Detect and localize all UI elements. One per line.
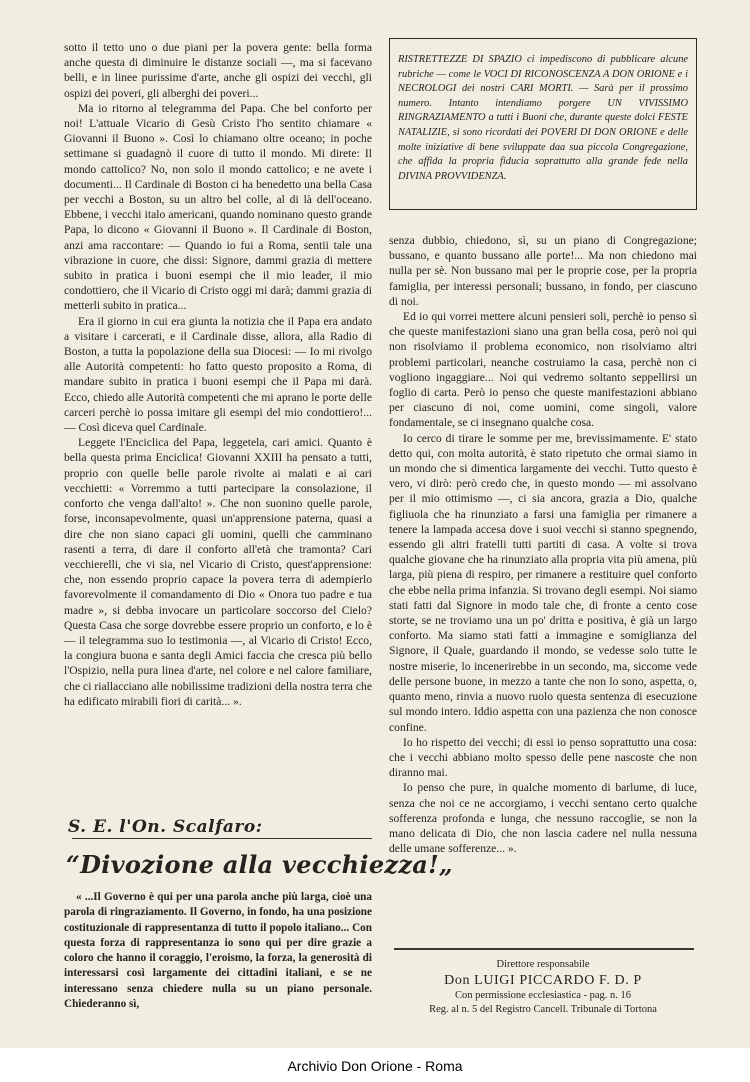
- colophon-registration: Reg. al n. 5 del Registro Cancell. Tribunale di Tortona: [429, 1004, 657, 1015]
- paragraph: « ...Il Governo è qui per una parola anche più larga, cioè una parola di ringraziamento. Il Governo, in fondo, ha una posizione costituzionale di rappresentanza di tutto il popolo italiano... Con questa forza di rappresentanza io sono qui per dire grazie a coloro che hanno il coraggio, l'eroismo, la forza, la generosità di interessarsi così largamente dei cittadini italiani, e se ne interessano senza chiedere nulla su un piano personale. Chiederanno sì,: [64, 891, 372, 1011]
- speech-excerpt: [64, 890, 372, 1012]
- colophon-name: Don LUIGI PICCARDO F. D. P: [444, 973, 642, 988]
- notice-box: [389, 38, 697, 210]
- speaker-signature: S. E. l'On. Scalfaro:: [68, 817, 263, 837]
- paragraph: sotto il tetto uno o due piani per la povera gente: bella forma anche questa di diminuire le distanze sociali —, ma si facevano belli, e in linee purissime d'arte, anche gli ospizi dei vecchi, gli ospizi dei poveri, gli alberghi dei poveri...: [64, 41, 372, 100]
- colophon-role: Direttore responsabile: [496, 959, 590, 970]
- left-text-column: [64, 40, 372, 709]
- archive-caption: Archivio Don Orione - Roma: [287, 1058, 463, 1074]
- signature-underline: [72, 838, 372, 839]
- paragraph: Io ho rispetto dei vecchi; di essi io penso soprattutto una cosa: che i vecchi abbiano molto spesso delle pene nascoste che non diranno mai.: [389, 735, 697, 780]
- colophon: [389, 958, 697, 1017]
- paragraph: Io penso che pure, in qualche momento di barlume, di luce, senza che noi ce ne accorgiamo, i vecchi sentano certo qualche sofferenza profonda e lunga, che nessuno raccoglie, se non la mano delicata di Dio, che non lascia cadere nel nulla nessuna delle umane sofferenze... ».: [389, 781, 697, 856]
- paragraph: Ed io qui vorrei mettere alcuni pensieri soli, perchè io penso sì che queste manifestazioni siano una gran bella cosa, però noi qui non risolviamo il problema economico, non risolviamo altri problemi particolari, neanche costruiamo la casa, perchè non ci vogliono ingaggiare... Noi qui vedremo soltanto seppellirsi un foglio di carta. Però io penso che queste manifestazioni abbiano per ciascuno di noi, come uomini, come singoli, valore fondamentale, se ci insegnano qualche cosa.: [389, 310, 697, 430]
- paragraph: senza dubbio, chiedono, sì, su un piano di Congregazione; bussano, e quanto bussano alle porte!... Ma non chiedono mai nulla per sè. Non bussano mai per le proprie cose, per la propria famiglia, per interessi personali; bussano, in fondo, per ciascuno di noi.: [389, 234, 697, 308]
- paragraph: Io cerco di tirare le somme per me, brevissimamente. E' stato detto qui, con molta autorità, è stato ripetuto che ormai siamo in un mondo che si dimentica largamente dei vecchi. Tutto questo è vero, vi dirò: però credo che, in questo mondo — mi assolvano per il mio ottimismo —, ci sia ancora, grazia a Dio, qualche figliuola che ha rinunziato a farsi una famiglia per rimanere a tenere la lampada accesa dove i suoi vecchi si stanno spegnendo, essendo gli altri fratelli tutti partiti di casa. A volte si trova qualche giovane che ha rinunziato alla propria vita più amena, più larga, più piena di respiro, per rimanere a restituire quel conforto che ebbe nella prima infanzia. Si trovano degli esempi. Noi siamo stati fatti dal Signore in modo tale che, di fronte a cento cose storte, se ne troviamo una un po' dritta e positiva, è già un largo conforto. Ma siamo stati fatti a immagine e somiglianza del Signore, il Quale, guardando il mondo, se vedesse solo tutte le nostre miserie, lo incenerirebbe in un secondo, ma, siccome vede delle persone buone, in mezzo a tante che non lo sono, aspetta, o, quanto meno, rinvia a nuovo ruolo questa sentenza di esecuzione sul mondo intero. Iddio aspetta con una pazienza che non conosce confine.: [389, 431, 697, 734]
- colophon-permission: Con permissione ecclesiastica - pag. n. 16: [454, 990, 632, 1001]
- colophon-divider: [394, 948, 694, 950]
- paragraph: Era il giorno in cui era giunta la notizia che il Papa era andato a visitare i carcerati, e il Cardinale disse, allora, alla Radio di Boston, a tutta la popolazione della sua Diocesi: — Io mi rivolgo alle Autorità competenti: ho fatto questo proposito a Roma, di mandare subito in pratica i buoni esempi che il Papa mi darà. Ecco, chiedo alle Autorità competenti che mi aprano le porte delle carceri perchè io possa imitare gli esempi del mio condottiero!... — Così diceva quel Cardinale.: [64, 314, 372, 435]
- right-text-column: [389, 233, 697, 856]
- paragraph: Leggete l'Enciclica del Papa, leggetela, cari amici. Quanto è bella questa prima Enciclica! Giovanni XXIII ha pensato a tutti, proprio con quelle belle parole rivolte ai malati e ai cari vecchietti: « Vorremmo a tutti partecipare la consolazione, il conforto che venga dall'alto! ». Che non suonino quelle parole, forse, inconsapevolmente, quasi un'apprensione paterna, quasi a dire che non siano capaci gli uomini, quelli che camminano rasenti a terra, di dare il conforto all'età che tramonta? Cari vecchierelli, che vi sia, nel Vicario di Cristo, quest'apprensione: che, non essendo proprio capace la povera terra di adempierlo favorevolmente il comandamento di Dio « Onora tuo padre e tua madre », si debba invocare un particolare soccorso del Cielo? Questa Casa che sorge dovrebbe essere proprio un conforto, e lo è — il telegramma suo lo testimonia —, al Vicario di Cristo! Ecco, la congiura buona e santa degli Amici faccia che cresca più bello l'Ospizio, nella pura linea d'arte, nel colore e nel calore familiare, che ci riallacciano alle nobilissime tradizioni della nostra terra che ha edificato mirabili fiori di carità... ».: [64, 436, 372, 708]
- notice-text: RISTRETTEZZE DI SPAZIO ci impediscono di pubblicare alcune rubriche — come le VOCI DI RICONOSCENZA A DON ORIONE e i NECROLOGI dei nostri CARI MORTI. — Sarà per il prossimo numero. Intanto intendiamo porgere UN VIVISSIMO RINGRAZIAMENTO a tutti i Buoni che, durante queste dolci FESTE NATALIZIE, si sono ricordati dei POVERI DI DON ORIONE e delle molte iniziative di bene sviluppate daa sua piccola Congregazione, che affida la propria fiducia soprattutto alla grande fede nella DIVINA PROVVIDENZA.: [398, 54, 688, 182]
- archive-footer: [0, 1048, 750, 1082]
- paragraph: Ma io ritorno al telegramma del Papa. Che bel conforto per noi! L'attuale Vicario di Gesù Cristo l'ho sentito chiamare « Giovanni il Buono ». Così lo chiamano oltre oceano; in poche settimane si guadagnò il cuore di tutto il mondo. Mi direte: Il mondo cattolico? No, non solo il mondo cattolico; e ne avete i documenti... Il Cardinale di Boston ci ha benedetto una bella Casa per vecchi a Boston, su un altro bel colle, al di là dell'oceano. Ebbene, i vecchi italo americani, quando nominano questo grande Papa, lo dicono « Giovanni il Buono ». Il Cardinale di Boston, anzi ama raccontare: — Quando io fui a Roma, sentii tale una vibrazione in cuore, che dissi: Signore, dammi grazia di mettere subito in pratica i buoni esempi che il mio leader, il mio condottiero, che il Vicario di Cristo oggi mi darà; dammi grazia di metterli subito in pratica...: [64, 101, 372, 313]
- speech-headline: “Divozione alla vecchiezza!„: [66, 850, 454, 879]
